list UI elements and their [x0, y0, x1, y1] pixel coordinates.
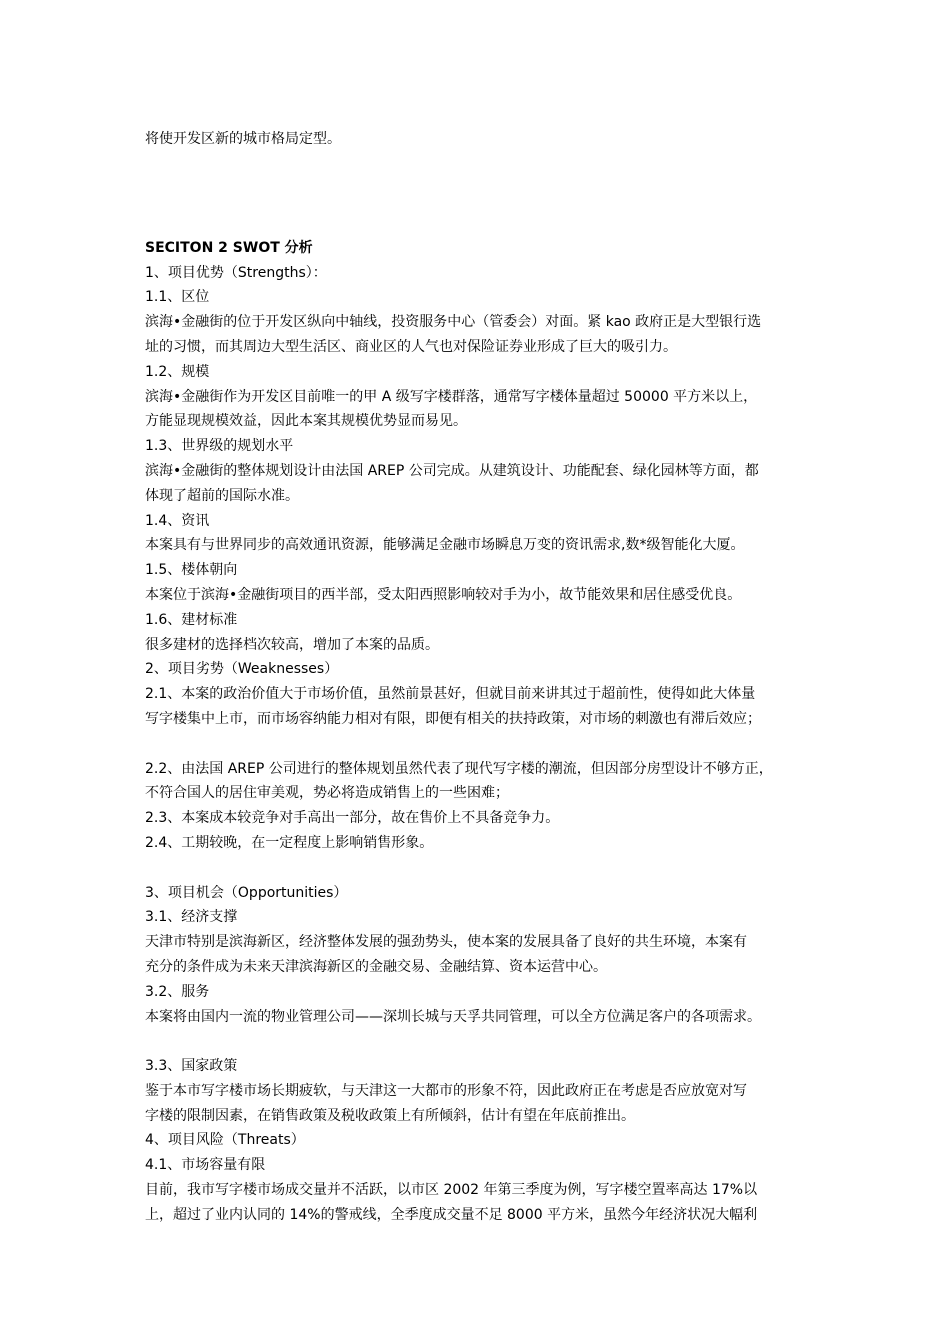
- text-line: 滨海•金融街的位于开发区纵向中轴线，投资服务中心（管委会）对面。紧 kao 政府正是大型银行选: [145, 314, 762, 331]
- text-line: 很多建材的选择档次较高，增加了本案的品质。: [145, 636, 439, 653]
- text-line: 天津市特别是滨海新区，经济整体发展的强劲势头，使本案的发展具备了良好的共生环境，本案有: [145, 934, 747, 951]
- text-line: 1.3、世界级的规划水平: [145, 438, 294, 455]
- text-line: 1.1、区位: [145, 289, 210, 306]
- text-line: 4.1、市场容量有限: [145, 1157, 266, 1174]
- text-line: 不符合国人的居住审美观，势必将造成销售上的一些困难；: [145, 785, 509, 802]
- text-line: 2、项目劣势（Weaknesses）: [145, 661, 339, 678]
- text-line: 1.2、规模: [145, 363, 210, 380]
- text-line: 1、项目优势（Strengths）：: [145, 264, 327, 281]
- text-line: 目前，我市写字楼市场成交量并不活跃，以市区 2002 年第三季度为例，写字楼空置率高达 17%以: [145, 1182, 758, 1199]
- text-line: 3、项目机会（Opportunities）: [145, 884, 348, 901]
- intro-line: 将使开发区新的城市格局定型。: [145, 131, 341, 147]
- text-line: 滨海•金融街的整体规划设计由法国 AREP 公司完成。从建筑设计、功能配套、绿化园林等方面，都: [145, 462, 759, 479]
- text-line: 2.4、工期较晚，在一定程度上影响销售形象。: [145, 834, 434, 851]
- text-line: 本案具有与世界同步的高效通讯资源，能够满足金融市场瞬息万变的资讯需求,数*级智能化大厦。: [145, 537, 745, 554]
- text-line: 体现了超前的国际水准。: [145, 487, 299, 504]
- text-line: 4、项目风险（Threats）: [145, 1132, 305, 1149]
- section-title: SECITON 2 SWOT 分析: [145, 239, 313, 256]
- text-line: 字楼的限制因素，在销售政策及税收政策上有所倾斜，估计有望在年底前推出。: [145, 1107, 635, 1124]
- spacer: [145, 152, 813, 236]
- text-line: 充分的条件成为未来天津滨海新区的金融交易、金融结算、资本运营中心。: [145, 958, 607, 975]
- text-line: 1.4、资讯: [145, 512, 210, 529]
- text-line: 上，超过了业内认同的 14%的警戒线，全季度成交量不足 8000 平方米，虽然今年经济状况大幅利: [145, 1206, 758, 1223]
- text-line: 本案位于滨海•金融街项目的西半部，受太阳西照影响较对手为小，故节能效果和居住感受优良。: [145, 586, 742, 603]
- text-line: 址的习惯，而其周边大型生活区、商业区的人气也对保险证券业形成了巨大的吸引力。: [145, 338, 677, 355]
- text-line: [145, 732, 813, 757]
- text-line: 方能显现规模效益，因此本案其规模优势显而易见。: [145, 413, 467, 430]
- document-page: [145, 127, 813, 1228]
- text-line: 2.2、由法国 AREP 公司进行的整体规划虽然代表了现代写字楼的潮流，但因部分房型设计不够方正，: [145, 760, 773, 777]
- text-line: 2.3、本案成本较竞争对手高出一部分，故在售价上不具备竞争力。: [145, 810, 560, 827]
- text-line: [145, 1029, 813, 1054]
- text-line: 3.2、服务: [145, 983, 210, 1000]
- text-line: 1.5、楼体朝向: [145, 562, 238, 579]
- text-line: 1.6、建材标准: [145, 611, 238, 628]
- text-line: 写字楼集中上市，而市场容纳能力相对有限，即便有相关的扶持政策，对市场的刺激也有滞后效应；: [145, 710, 761, 727]
- text-line: 鉴于本市写字楼市场长期疲软，与天津这一大都市的形象不符，因此政府正在考虑是否应放宽对写: [145, 1082, 747, 1099]
- text-line: 本案将由国内一流的物业管理公司——深圳长城与天孚共同管理，可以全方位满足客户的各项需求。: [145, 1008, 761, 1025]
- text-line: [145, 856, 813, 881]
- text-line: 2.1、本案的政治价值大于市场价值，虽然前景甚好，但就目前来讲其过于超前性，使得如此大体量: [145, 686, 756, 703]
- text-line: 3.1、经济支撑: [145, 909, 238, 926]
- text-line: 3.3、国家政策: [145, 1058, 238, 1075]
- text-line: 滨海•金融街作为开发区目前唯一的甲 A 级写字楼群落，通常写字楼体量超过 50000 平方米以上，: [145, 388, 758, 405]
